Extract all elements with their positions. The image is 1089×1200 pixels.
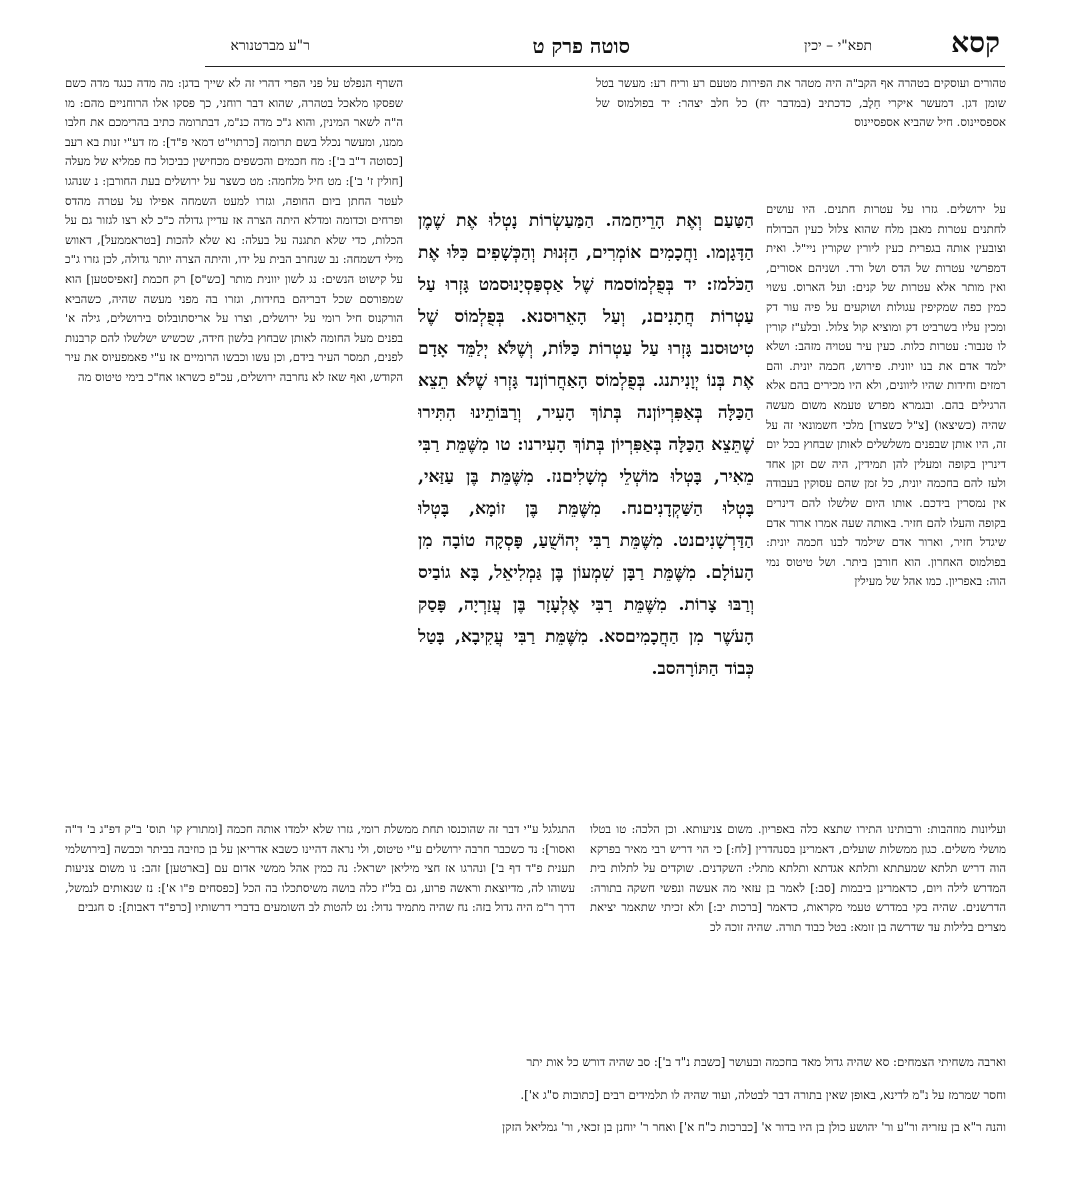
footnote-line: וחסר שמרמז על נ"מ לדינא, באופן שאין בתורה דבר לבטלה, ועוד שהיה לו תלמידים רבים [כתובות ס"ג א'].: [520, 1087, 1006, 1102]
tractate-title: סוטה פרק ט: [532, 34, 630, 58]
mishnah-body: הַטַּעַם וְאֶת הָרֵיחַמה. הַמַּעַשְׂרוֹת נָטְלוּ אֶת שֶׁמֶן הַדָּגָןמו. וַחֲכָמִים אוֹמְרִים, הַזְּנוּת וְהַכְּשָׁפִים כִּלּוּ אֶת הַכֹּלמז: יד בְּפֻלְמוֹסמח שֶׁל אַסְפַּסְיָנוּסמט גָּזְרוּ עַל עַטְרוֹת חֲתָנִיםנ, וְעַל הָאֵרוּסנא. בְּפֻלְמוֹס שֶׁל טִיטוּסנב גָּזְרוּ עַל עַטְרוֹת כַּלּוֹת, וְשֶׁלֹּא יְלַמֵּד אָדָם אֶת בְּנוֹ יְוָנִיתנג. בְּפֻלְמוֹס הָאַחֲרוֹןנד גָּזְרוּ שֶׁלֹּא תֵצֵא הַכַּלָּה בְּאַפִּרְיוֹןנה בְּתוֹךְ הָעִיר, וְרַבּוֹתֵינוּ הִתִּירוּ שֶׁתֵּצֵא הַכַּלָּה בְּאַפִּרְיוֹן בְּתוֹךְ הָעִירנו: טו מִשֶּׁמֵּת רַבִּי מֵאִיר, בָּטְלוּ מוֹשְׁלֵי מְשָׁלִיםנז. מִשֶּׁמֵּת בֶּן עַזַּאי, בָּטְלוּ הַשַּׁקְדָנִיםנח. מִשֶּׁמֵּת בֶּן זוֹמָא, בָּטְלוּ הַדַּרְשָׁנִיםנט. מִשֶּׁמֵּת רַבִּי יְהוֹשֻׁעַ, פָּסְקָה טוֹבָה מִן הָעוֹלָם. מִשֶּׁמֵּת רַבָּן שִׁמְעוֹן בֶּן גַּמְלִיאֵל, בָּא גוֹבַיס וְרַבּוּ צָרוֹת. מִשֶּׁמֵּת רַבִּי אֶלְעָזָר בֶּן עֲזַרְיָה, פָּסַק הָעֹשֶׁר מִן הַחֲכָמִיםסא. מִשֶּׁמֵּת רַבִּי עֲקִיבָא, בָּטַל כְּבוֹד הַתּוֹרָהסב.: [418, 211, 754, 680]
footnote-line: וארבה משחיתי הצמחים: סא שהיה גדול מאד בחכמה ובעושר [כשבת נ"ד ב']: סב שהיה דורש כל אות יתר: [526, 1054, 1006, 1069]
tiferet-bottom-text: התגלגל ע"י דבר זה שהוכנסו תחת ממשלת רומי, גזרו שלא ילמדו אותה חכמה [ומתורץ קו' תוס' ב"ק דפ"ג ב' ד"ה ואסור]: נד כשכבר חרבה ירושלים ע"י טיטוס, ולי נראה דהיינו כשבא אדריאן על בן כוזיבה בביתר וכבשה [בירושלמי תענית פ"ד דף ב'] ונהרגו אז חצי מיליאן ישראל: נה כמין אהל ממשי אדום עם [בארטען] זהב: נו משום צניעות עשוהו לה, מדיוצאת וראשה פרוע, גם בל"ז כלה בושה משיסתכלו בה הכל [כפסחים פ"ו א']: נז שנאותים לנמשל, דרך ר"מ היה גדול בזה: נח שהיה מתמיד גדול: נט להטות לב השומעים בדברי דרשותיו [כרפ"ד דאבות]: ס חגבים: [65, 822, 575, 915]
bartenura-side-text: על ירושלים. גזרו על עטרות חתנים. היו עושים לחתנים עטרות מאבן מלח שהוא צלול כעין הבדולח וצובעין אותה בגפרית כעין ליורין שקורין ניי"ל. ואית דמפרשי עטרות של הדס ושל ורד. ושניהם אסורים, ואין מותר אלא עטרות של קנים: ועל הארוס. עשוי כמין כפה שמקיפין עגולות ושוקעים על פיה עור דק ומכין עליו בשרביט דק ומוציא קול צלול. ובלע"ז קורין לו טנבור: עטרות כלות. כעין עיר עטויה מזהב: ושלא ילמד אדם את בנו יוונית. פירוש, חכמה יונית. והם רמזים וחידות שהיו ליוונים, ולא היו מכירים בהם אלא הרגילים בהם. ובגמרא מפרש טעמא משום מעשה שהיה (כשיצאו) [צ"ל כשצרו] מלכי חשמונאי זה על זה, היו אותן שבפנים משלשלים לאותן שבחוץ בכל יום דינרין בקופה ומעלין להן תמידין, היה שם זקן אחד ולעז להם בחכמה יונית, כל זמן שהם עסוקין בעבודה אין נמסרין בידכם. אותו היום שלשלו להם דינרים בקופה והעלו להם חזיר. באותה שעה אמרו ארור אדם שיגדל חזיר, וארור אדם שילמד לבנו חכמה יונית: בפולמוס האחרון. הוא חורבן ביתר. ושל טיטוס נמי הוה: באפריון. כמו אהל של מעילין: [766, 202, 1006, 589]
tiferet-yisrael-commentary-side: [65, 74, 403, 824]
bartenura-top-text: טהורים ועוסקים בטהרה אף הקב"ה היה מטהר את הפירות מטעם רע וריח רע: מעשר בטל שומן דגן. דמעשר איקרי חֵלֶב, כדכתיב (במדבר יח) כל חלב יצהר: יד בפולמוס של אספסיינוס. חיל שהביא אספסיינוס: [596, 76, 1006, 130]
page-number: קסא: [951, 26, 1000, 59]
running-head-bartenura: ר"ע מברטנורא: [230, 38, 310, 54]
bartenura-commentary-top: [596, 74, 1006, 204]
page-header: [200, 26, 1000, 62]
mishnah-text: [418, 188, 754, 828]
bartenura-commentary-side: [766, 200, 1006, 820]
tiferet-yisrael-commentary-bottom: [65, 820, 575, 1040]
header-rule: [205, 66, 1005, 67]
bartenura-commentary-bottom: [590, 820, 1006, 1010]
tiferet-side-text: השרף הנפלט על פני הפרי דהרי זה לא שייך בדגן: מה מדה כנגד מדה כשם שפסקו מלאכל בטהרה, שהוא דבר רוחני, כך פסקו אלו הרוחניים מהם: מו ה"ה לשאר המינין, והוא ג"כ מדה כנ"מ, דבתרומה כתיב בהרימכם את חלבו ממנו, ומעשר נכלל בשם תרומה [כרתוי"ט דמאי פ"ד]: מז דע"י זנות בא רעב [כסוטה ד"ב ב']: מח חכמים והכשפים מכחישין כביכול כח פמליא של מעלה [חולין ז' ב']: מט חיל מלחמה: מט כשצר על ירושלים בעת החורבן: נ שנהגו לעטר החתן ביום החופה, וגזרו למעט השמחה אפילו על עטרה מהדס ופרחים וכדומה ומדלא היתה הצרה אז עדיין גדולה כ"כ לא רצו לגזור גם על הכלות, כדי שלא תתגנה על בעלה: נא שלא להכות [בטראממעל], דאווש מילי דשמחה: נב שנחרב הבית על ידו, והיתה הצרה יותר גדולה, לכן גזרו ג"כ על קישוט הנשים: נג לשון יוונית מותר [כש"ס] רק חכמת [זאפיסטען] הוא שמפורסם שכל דבריהם בחידות, וגזרו בה מפני מעשה שהיה, כשהביא הורקנוס חיל רומי על ירושלים, וצרו על אריסתובלוס בירושלים, גילה א' בפנים מעל החומה לאותן שבחוץ בלשון חידה, שכשיש ישלשלו להם קרבנות לפנים, תמסר העיר בידם, וכן עשו וכבשו הרומיים אז ע"י פאמפעיוס את עיר הקודש, ואף שאז לא נחרבה ירושלים, עכ"פ כשראו אח"כ בימי טיטוס מה: [65, 76, 403, 384]
footnotes-block: [65, 1040, 1006, 1170]
bartenura-bottom-text: ועליונות מוזהבות: ורבותינו התירו שתצא כלה באפריון. משום צניעותא. וכן הלכה: טו בטלו מושלי משלים. כגון ממשלות שועלים, דאמרינן בסנהדרין [לח:] כי הוי דריש רבי מאיר בפרקא הוה דריש תלתא שמעתתא ותלתא אגדתא ותלתא מתלי: השקדנים. שוקדים על לתלות בית המדרש לילה ויום, כדאמרינן ביבמות [סב:] לאמר בן עזאי מה אעשה ונפשי חשקה בתורה: הדרשנים. שהיה בקי במדרש טעמי מקראות, כדאמר [ברכות יב:] ולא זכיתי שתאמר יציאת מצרים בלילות עד שדרשה בן זומא: בטל כבוד תורה. שהיה זוכה לכ: [590, 822, 1006, 934]
running-head-commentaries: תפא"י – יכין: [803, 38, 872, 54]
footnote-line: והנה ר"א בן עזריה ור"ע ור' יהושע כולן בן היו בדור א' [כברכות כ"ח א'] ואחר ר' יוחנן בן זכאי, ור' גמליאל הזקן: [502, 1120, 1006, 1135]
